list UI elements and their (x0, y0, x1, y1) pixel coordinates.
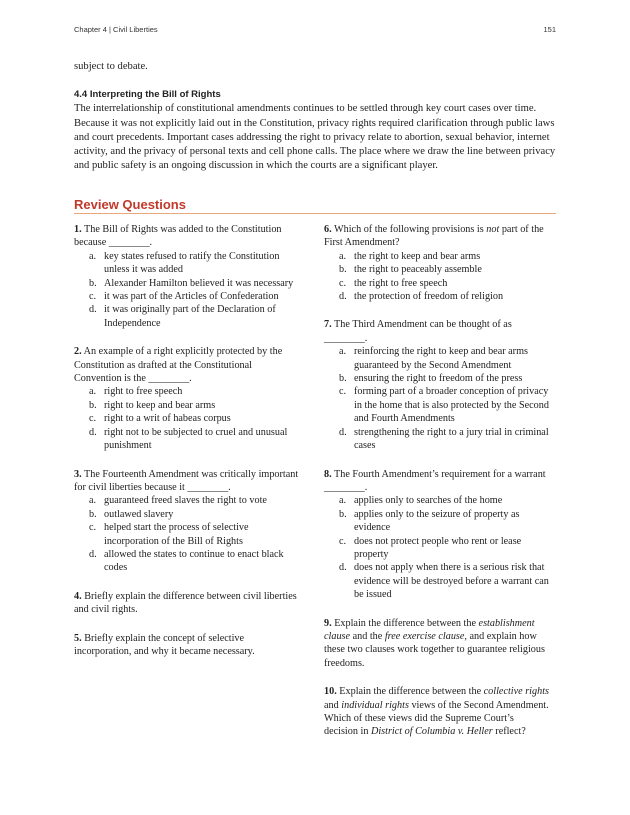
chapter-title: Chapter 4 | Civil Liberties (74, 25, 158, 34)
emphasis-text: District of Columbia v. Heller (370, 726, 493, 738)
question-number: 10. (324, 686, 337, 698)
answer-option: c. it was part of the Articles of Confederation (89, 291, 279, 303)
question-7 (324, 318, 549, 452)
question-number: 2. (74, 346, 82, 358)
intro-section (74, 60, 559, 173)
question-5 (74, 632, 299, 659)
answer-option: b. outlawed slavery (89, 508, 174, 520)
answer-option: b. Alexander Hamilton believed it was necessary (89, 277, 294, 289)
answer-option: c. helped start the process of selective incorporation of the Bill of Rights (89, 522, 249, 547)
answer-option: d. right not to be subjected to cruel and unusual punishment (89, 426, 288, 452)
answer-option: a. right to free speech (89, 386, 183, 398)
answer-option: b. ensuring the right to freedom of the press (339, 373, 523, 385)
emphasis-text: individual rights (341, 699, 409, 711)
answer-option: d. strengthening the right to a jury trial in criminal cases (339, 426, 549, 452)
question-number: 9. (324, 617, 332, 629)
question-stem: The Fourth Amendment’s requirement for a warrant ________. (324, 468, 546, 493)
answer-option: d. the protection of freedom of religion (339, 291, 504, 303)
page-number: 151 (543, 25, 556, 34)
question-number: 7. (324, 319, 332, 331)
answer-option: b. the right to peaceably assemble (339, 264, 482, 276)
answer-option: d. does not apply when there is a serious risk that evidence will be destroyed before a warrant can be issued (339, 562, 549, 601)
question-number: 1. (74, 224, 82, 235)
section-heading: 4.4 Interpreting the Bill of Rights (74, 89, 221, 101)
right-column (324, 223, 549, 754)
question-2 (74, 345, 299, 452)
answer-option: c. the right to free speech (339, 277, 448, 289)
emphasis-text: not (486, 224, 500, 235)
question-number: 6. (324, 224, 332, 235)
question-stem: The Third Amendment can be thought of as ________. (324, 319, 512, 344)
question-stem: The Fourteenth Amendment was critically important for civil liberties because it ________. (74, 468, 299, 493)
answer-option: a. key states refused to ratify the Constitution unless it was added (89, 250, 280, 276)
question-number: 3. (74, 468, 82, 480)
question-stem: Briefly explain the concept of selective incorporation, and why it became necessary. (74, 632, 255, 657)
answer-option: d. allowed the states to continue to enact black codes (89, 548, 284, 574)
question-stem: The Bill of Rights was added to the Constitution because ________. (74, 224, 282, 249)
left-column (74, 223, 299, 673)
question-stem: An example of a right explicitly protected by the Constitution as drafted at the Constitutional Convention is the ________. (74, 346, 283, 385)
question-1 (74, 223, 299, 330)
answer-option: a. the right to keep and bear arms (339, 250, 481, 262)
answer-option: b. right to keep and bear arms (89, 399, 216, 411)
carryover-text: subject to debate. (74, 61, 148, 72)
question-stem: Briefly explain the difference between civil liberties and civil rights. (74, 590, 297, 616)
question-9: 9. Explain the difference between the establishment clause and the free exercise clause, and explain how these two clauses work together to guarantee religious freedoms. (324, 617, 545, 669)
review-questions-heading: Review Questions (74, 197, 556, 214)
question-number: 8. (324, 468, 332, 480)
question-8 (324, 468, 549, 602)
answer-option: a. applies only to searches of the home (339, 495, 503, 507)
answer-option: c. forming part of a broader conception of privacy in the home that is also protected by the Second and Fourth Amendments (339, 386, 549, 425)
question-4 (74, 590, 299, 617)
section-paragraph: The interrelationship of constitutional amendments continues to be settled through key court cases over time. Because it was not explicitly laid out in the Constitution, privacy rights required clarification through public laws and court precedents. Important cases addressing the right to privacy relate to abortion, sexual behavior, internet activity, and the privacy of personal texts and cell phone calls. The place where we draw the line between privacy and public safety is an ongoing discussion in which the courts are a significant player. (74, 103, 556, 172)
question-6: 6. Which of the following provisions is not part of the First Amendment? a. the right to keep and bear arms b. the right to peaceably assemble c. the right to free speech d. the protection of freedom of religion (324, 223, 549, 303)
emphasis-text: free exercise clause (384, 630, 465, 642)
answer-option: b. applies only to the seizure of property as evidence (339, 508, 520, 534)
question-3 (74, 468, 299, 575)
emphasis-text: establishment clause (324, 617, 535, 642)
answer-option: c. does not protect people who rent or lease property (339, 535, 522, 560)
answer-option: d. it was originally part of the Declaration of Independence (89, 304, 276, 329)
question-number: 4. (74, 590, 82, 602)
emphasis-text: collective rights (483, 686, 549, 698)
answer-option: a. reinforcing the right to keep and bear arms guaranteed by the Second Amendment (339, 346, 528, 371)
answer-option: a. guaranteed freed slaves the right to vote (89, 495, 267, 507)
question-10: 10. Explain the difference between the collective rights and individual rights views of the Second Amendment. Which of these views did the Supreme Court’s decision in District of Columbia v. Heller reflect? (324, 686, 549, 738)
answer-option: c. right to a writ of habeas corpus (89, 413, 231, 425)
question-number: 5. (74, 632, 82, 644)
